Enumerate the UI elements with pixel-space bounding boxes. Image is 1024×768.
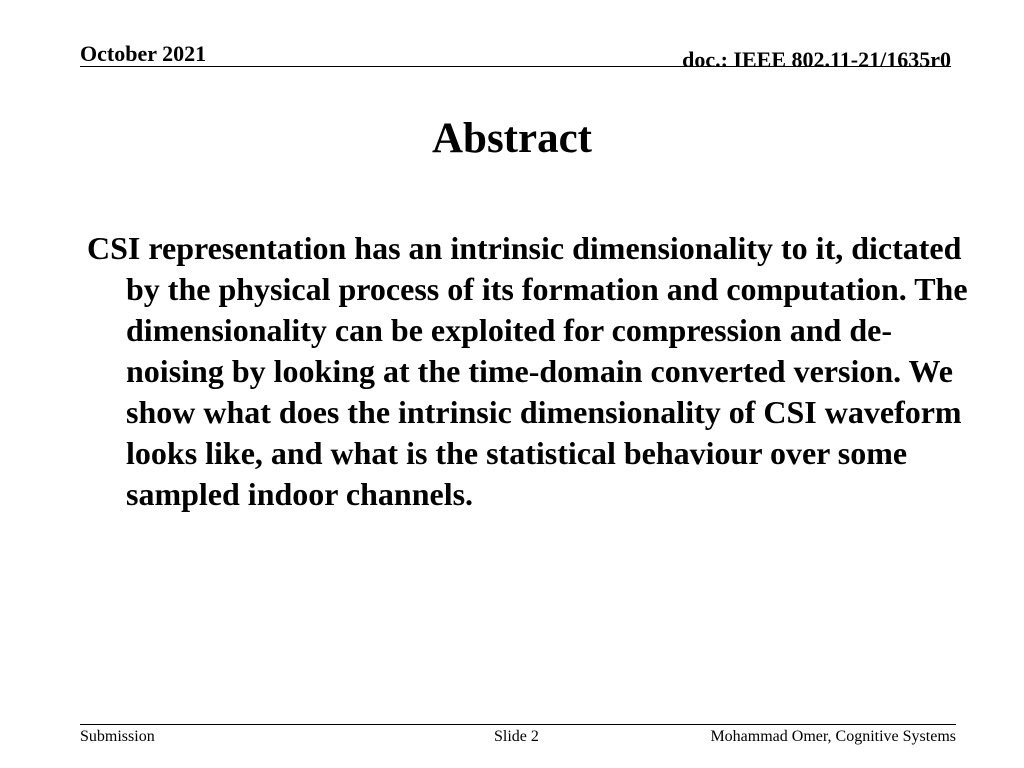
footer-slide-number: Slide 2 <box>494 728 539 745</box>
footer-author: Mohammad Omer, Cognitive Systems <box>710 728 956 745</box>
header-date: October 2021 <box>80 41 207 66</box>
header-divider <box>80 66 951 67</box>
footer-submission: Submission <box>80 728 155 745</box>
footer-divider <box>80 724 956 725</box>
abstract-body: CSI representation has an intrinsic dimensionality to it, dictated by the physical process of its formation and computation. The dimensionality can be exploited for compression and de-noising by looking at the time-domain converted version. We show what does the intrinsic dimensionality of CSI waveform looks like, and what is the statistical behaviour over some sampled indoor channels. <box>87 230 968 512</box>
slide-title: Abstract <box>431 115 592 162</box>
header-doc-id: doc.: IEEE 802.11-21/1635r0 <box>682 47 951 72</box>
